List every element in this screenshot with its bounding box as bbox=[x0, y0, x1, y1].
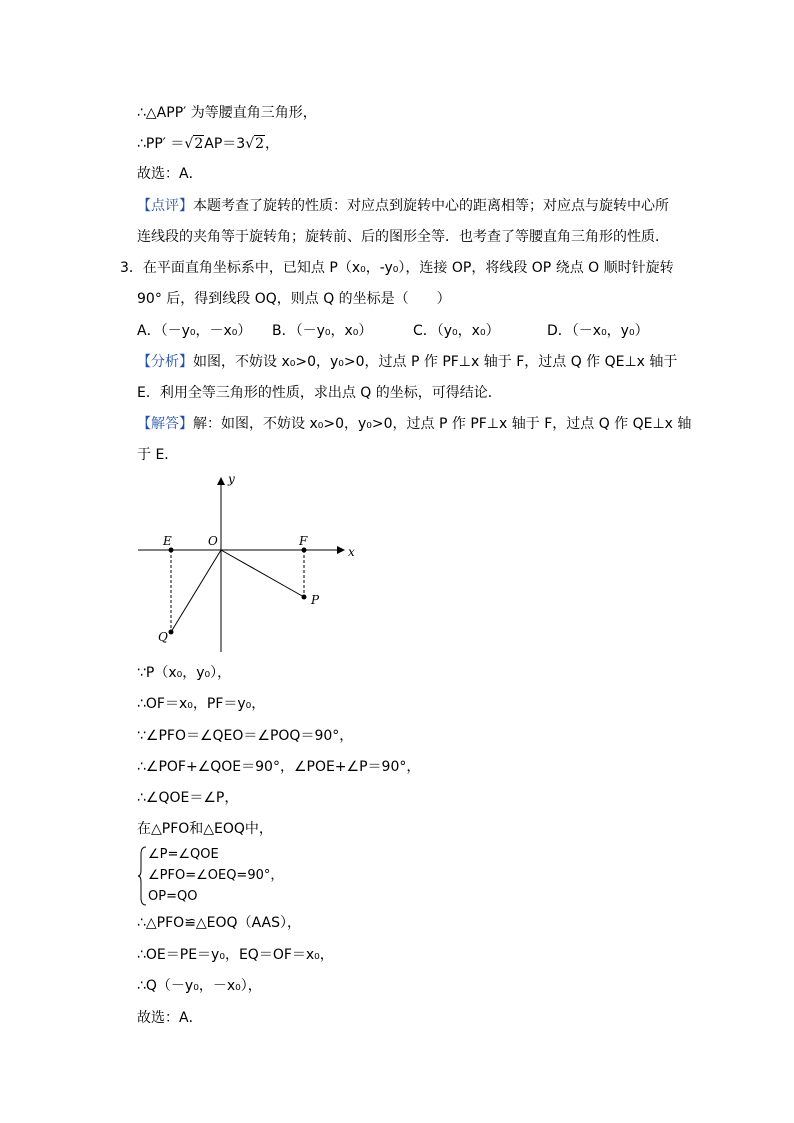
question-line: 90° 后，得到线段 OQ，则点 Q 的坐标是（ ） bbox=[137, 291, 451, 307]
label-e: E bbox=[163, 534, 172, 548]
left-brace bbox=[137, 846, 147, 906]
step-line: ∴Q（－y₀，－x₀）， bbox=[137, 978, 262, 994]
system-line: ∠P=∠QOE bbox=[148, 847, 219, 862]
step-line: ∴OE＝PE＝y₀，EQ＝OF＝x₀， bbox=[137, 947, 334, 963]
question-line: 3．在平面直角坐标系中，已知点 P（x₀，-y₀），连接 OP，将线段 OP 绕点 O 顺时针旋转 bbox=[120, 260, 674, 276]
solution-line: 于 E． bbox=[137, 447, 179, 463]
text-line-sqrt: ∴PP′ ＝√2AP＝3√2， bbox=[137, 136, 280, 152]
option-d: D．（－x₀，y₀） bbox=[547, 323, 649, 339]
solution-tag: 【解答】 bbox=[137, 416, 193, 432]
segment-oq bbox=[171, 550, 221, 632]
label-p: P bbox=[311, 593, 320, 607]
system-line: ∠PFO=∠OEQ=90°， bbox=[148, 868, 284, 883]
step-line: ∴∠QOE＝∠P， bbox=[137, 790, 239, 806]
label-y: y bbox=[228, 472, 235, 486]
step-line: ∴OF＝x₀，PF＝y₀， bbox=[137, 696, 266, 712]
analysis-line: E．利用全等三角形的性质，求出点 Q 的坐标，可得结论． bbox=[137, 385, 502, 401]
step-line: ∵∠PFO＝∠QEO＝∠POQ＝90°， bbox=[137, 728, 354, 744]
system-line: OP=QO bbox=[148, 889, 198, 904]
step-line: ∵P（x₀，y₀）， bbox=[137, 665, 232, 681]
label-q: Q bbox=[158, 630, 168, 644]
segment-op bbox=[221, 550, 304, 597]
point-p bbox=[302, 595, 307, 600]
text-line: ∴△APP′ 为等腰直角三角形， bbox=[137, 105, 317, 121]
coordinate-figure bbox=[130, 470, 360, 660]
label-x: x bbox=[348, 545, 355, 559]
sqrt: √2 bbox=[245, 136, 265, 152]
point-f bbox=[302, 548, 307, 553]
step-line: 在△PFO和△EOQ中， bbox=[137, 821, 273, 837]
analysis-line: 【分析】如图，不妨设 x₀>0，y₀>0，过点 P 作 PF⊥x 轴于 F，过点 Q 作 QE⊥x 轴于 bbox=[137, 354, 678, 370]
comment-line: 【点评】本题考查了旋转的性质：对应点到旋转中心的距离相等；对应点与旋转中心所 bbox=[137, 198, 669, 214]
label-f: F bbox=[299, 534, 308, 548]
step-line: 故选：A． bbox=[137, 1010, 203, 1026]
solution-line: 【解答】解：如图，不妨设 x₀>0，y₀>0，过点 P 作 PF⊥x 轴于 F，过点 Q 作 QE⊥x 轴 bbox=[137, 416, 692, 432]
text-line: 连线段的夹角等于旋转角；旋转前、后的图形全等．也考查了等腰直角三角形的性质． bbox=[137, 229, 669, 245]
sqrt: √2 bbox=[184, 136, 204, 152]
option-b: B．（－y₀，x₀） bbox=[272, 323, 373, 339]
step-line: ∴∠POF+∠QOE＝90°，∠POE+∠P＝90°， bbox=[137, 759, 421, 775]
analysis-tag: 【分析】 bbox=[137, 354, 193, 370]
comment-tag: 【点评】 bbox=[137, 198, 193, 214]
step-line: ∴△PFO≌△EOQ（AAS）， bbox=[137, 915, 302, 931]
text-line: 故选：A． bbox=[137, 166, 203, 182]
point-e bbox=[169, 548, 174, 553]
option-c: C．（y₀，x₀） bbox=[413, 323, 500, 339]
option-a: A．（－y₀，－x₀） bbox=[137, 323, 252, 339]
point-q bbox=[169, 630, 174, 635]
label-o: O bbox=[208, 534, 218, 548]
